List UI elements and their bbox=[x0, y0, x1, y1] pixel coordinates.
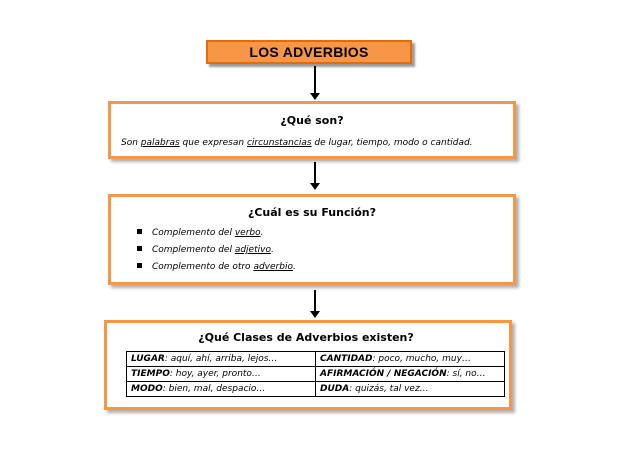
list-item bbox=[137, 259, 296, 276]
que-son-heading: ¿Qué son? bbox=[280, 114, 344, 127]
cell-key: TIEMPO bbox=[131, 369, 170, 379]
table-cell bbox=[316, 352, 505, 367]
funcion-list bbox=[137, 225, 296, 276]
cell-value: : quizás, tal vez… bbox=[349, 384, 429, 394]
table-cell bbox=[127, 352, 316, 367]
table-cell bbox=[316, 382, 505, 397]
underlined-word: circunstancias bbox=[246, 138, 312, 148]
title-box bbox=[206, 40, 412, 64]
box-que-son bbox=[108, 101, 516, 159]
diagram-title: LOS ADVERBIOS bbox=[249, 44, 369, 60]
text-part: Son bbox=[121, 138, 141, 148]
cell-value: : poco, mucho, muy… bbox=[372, 354, 471, 364]
clases-heading: ¿Qué Clases de Adverbios existen? bbox=[198, 331, 414, 344]
table-row bbox=[127, 382, 505, 397]
cell-value: : sí, no… bbox=[446, 369, 486, 379]
table-cell bbox=[127, 367, 316, 382]
list-item bbox=[137, 225, 296, 242]
item-text: . bbox=[260, 228, 264, 238]
bullet-icon bbox=[137, 229, 142, 234]
bullet-icon bbox=[137, 246, 142, 251]
table-cell bbox=[127, 382, 316, 397]
cell-value: : bien, mal, despacio… bbox=[162, 384, 266, 394]
underlined-word: adjetivo bbox=[234, 245, 271, 255]
underlined-word: verbo bbox=[234, 228, 261, 238]
item-text: . bbox=[270, 245, 274, 255]
cell-key: LUGAR bbox=[131, 354, 165, 364]
text-part: que expresan bbox=[179, 138, 247, 148]
cell-key: MODO bbox=[131, 384, 163, 394]
cell-key: AFIRMACIÓN / NEGACIÓN bbox=[320, 369, 447, 379]
box-funcion bbox=[108, 194, 516, 285]
funcion-heading: ¿Cuál es su Función? bbox=[247, 206, 377, 219]
item-text: Complemento del bbox=[152, 245, 235, 255]
table-row bbox=[127, 352, 505, 367]
underlined-word: palabras bbox=[140, 138, 180, 148]
underlined-word: adverbio bbox=[253, 262, 293, 272]
table-row bbox=[127, 367, 505, 382]
table-cell bbox=[316, 367, 505, 382]
cell-value: : hoy, ayer, pronto… bbox=[169, 369, 261, 379]
arrow-1 bbox=[314, 66, 316, 94]
arrow-2 bbox=[314, 162, 316, 184]
list-item bbox=[137, 242, 296, 259]
cell-value: : aquí, ahí, arriba, lejos… bbox=[164, 354, 278, 364]
cell-key: CANTIDAD bbox=[320, 354, 373, 364]
clases-table bbox=[126, 351, 505, 397]
item-text: Complemento del bbox=[152, 228, 235, 238]
text-part: de lugar, tiempo, modo o cantidad. bbox=[311, 138, 473, 148]
bullet-icon bbox=[137, 263, 142, 268]
item-text: Complemento de otro bbox=[152, 262, 254, 272]
box-clases bbox=[104, 320, 512, 410]
que-son-text bbox=[121, 138, 473, 148]
cell-key: DUDA bbox=[320, 384, 350, 394]
item-text: . bbox=[292, 262, 296, 272]
arrow-3 bbox=[314, 290, 316, 312]
